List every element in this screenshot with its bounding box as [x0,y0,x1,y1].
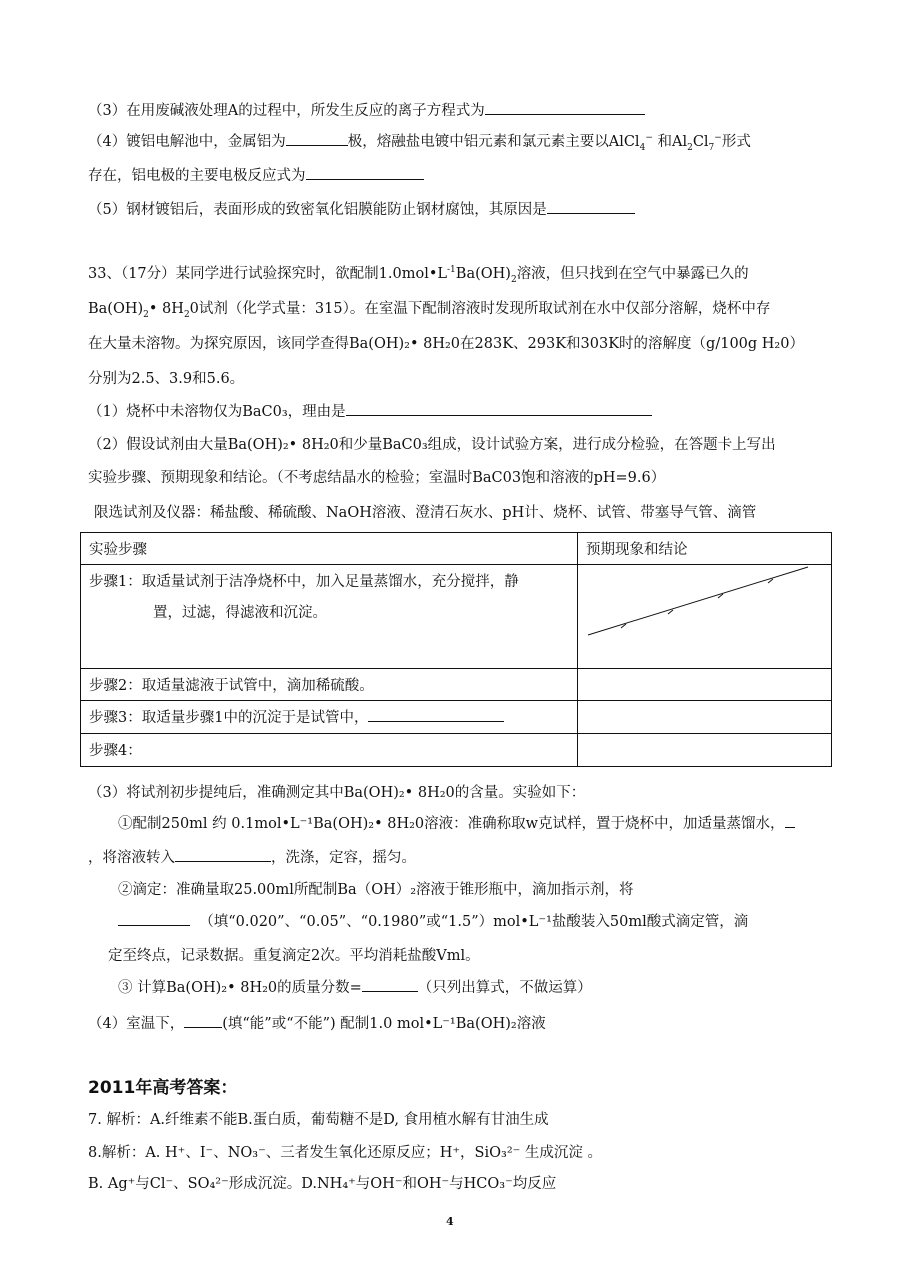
answer-cell[interactable] [578,701,832,734]
q33-part3: （3）将试剂初步提纯后，准确测定其中Ba(OH)₂• 8H₂0的含量。实验如下： [88,785,586,801]
answer-blank[interactable] [306,165,424,180]
q33-part3-step3: ③ 计算Ba(OH)₂• 8H₂0的质量分数= （只列出算式，不做运算） [118,976,592,997]
dashed-answer-line [578,565,818,655]
q33-intro-4: 分别为2.5、3.9和5.6。 [88,371,245,387]
answer-cell[interactable] [578,734,832,767]
table-row: 步骤1：取适量试剂于洁净烧杯中，加入足量蒸馏水，充分搅拌，静 置，过滤，得滤液和沉淀。 [81,565,578,669]
experiment-table [80,532,832,767]
answer-blank[interactable] [547,199,635,214]
table-row: 步骤2：取适量滤液于试管中，滴加稀硫酸。 [81,669,578,701]
q33-intro-1: 33、（17分）某同学进行试验探究时，欲配制$1.0mol•L^{-1}Ba(OH)_2$溶液，但只找到在空气中暴露已久的 [88,265,749,285]
q33-part3-step1-cont: ，将溶液转入 ，洗涤，定容，摇匀。 [88,846,416,867]
q33-part2-b: 实验步骤、预期现象和结论。（不考虑结晶水的检验；室温时BaC03饱和溶液的pH=9.6） [88,470,666,486]
answer-blank[interactable] [785,813,795,828]
table-row: 步骤4： [81,734,578,767]
answer-cell[interactable] [578,669,832,701]
q33-intro-3: 在大量未溶物。为探究原因，该同学查得Ba(OH)₂• 8H₂0在283K、293K和303K时的溶解度（g/100g H₂0） [88,336,804,352]
q32-part4: （4）镀铝电解池中，金属铝为 极，熔融盐电镀中铝元素和氯元素主要以AlCl$_4$− 和$Al_2Cl_7^-$形式 [88,130,751,153]
answer-blank[interactable] [362,977,418,992]
q33-reagents: 限选试剂及仪器：稀盐酸、稀硫酸、NaOH溶液、澄清石灰水、pH计、烧杯、试管、带塞导气管、滴管 [94,505,757,521]
table-row: 步骤3：取适量步骤1中的沉淀于是试管中， [81,701,578,734]
q33-part3-step2: ②滴定：准确量取25.00ml所配制Ba（OH）₂溶液于锥形瓶中，滴加指示剂，将 [118,882,634,898]
answer-8: 8.解析：A. H⁺、I⁻、NO₃⁻、三者发生氧化还原反应；H⁺，SiO₃²⁻ 生成沉淀 。 [88,1145,602,1161]
answer-7: 7. 解析：A.纤维素不能B.蛋白质，葡萄糖不是D, 食用植水解有甘油生成 [88,1112,549,1128]
q33-part1: （1）烧杯中未溶物仅为BaC0₃，理由是 [88,400,652,421]
q32-part4-cont: 存在，铝电极的主要电极反应式为 [88,164,424,185]
answer-blank[interactable] [118,911,190,926]
answers-heading: 2011年高考答案： [88,1078,238,1098]
answer-blank[interactable] [346,401,652,416]
q33-part4: （4）室温下， (填“能”或“不能”) 配制1.0 mol•L⁻¹Ba(OH)₂溶液 [88,1012,546,1033]
q33-part3-step2-cont: （填“0.020”、“0.05”、“0.1980”或“1.5”）mol•L⁻¹盐酸装入50ml酸式滴定管，滴 [118,910,748,931]
answer-blank[interactable] [485,100,645,115]
page-number: 4 [446,1215,454,1228]
answer-blank[interactable] [286,131,348,146]
answer-blank[interactable] [175,847,271,862]
q33-part2-a: （2）假设试剂由大量Ba(OH)₂• 8H₂0和少量BaC0₃组成，设计试验方案，进行成分检验，在答题卡上写出 [88,437,776,453]
answer-cell[interactable] [578,565,832,669]
answer-8-b: B. Ag⁺与Cl⁻、SO₄²⁻形成沉淀。D.NH₄⁺与OH⁻和OH⁻与HCO₃⁻均反应 [88,1176,557,1192]
table-header-steps: 实验步骤 [81,533,578,565]
q32-part5: （5）钢材镀铝后，表面形成的致密氧化铝膜能防止钢材腐蚀，其原因是 [88,198,635,219]
table-header-results: 预期现象和结论 [578,533,832,565]
answer-blank[interactable] [368,707,504,722]
q33-part3-step1: ①配制250ml 约 0.1mol•L⁻¹Ba(OH)₂• 8H₂0溶液：准确称取w克试样，置于烧杯中，加适量蒸馏水， [118,812,795,833]
answer-blank[interactable] [184,1013,222,1028]
q33-part3-step2-end: 定至终点，记录数据。重复滴定2次。平均消耗盐酸Vml。 [108,948,480,964]
q32-part3: （3）在用废碱液处理A的过程中，所发生反应的离子方程式为 [88,99,645,120]
q33-intro-2: $Ba(OH)_2•$ $8H_20$试剂（化学式量：315）。在室温下配制溶液时发现所取试剂在水中仅部分溶解，烧杯中存 [88,301,771,320]
